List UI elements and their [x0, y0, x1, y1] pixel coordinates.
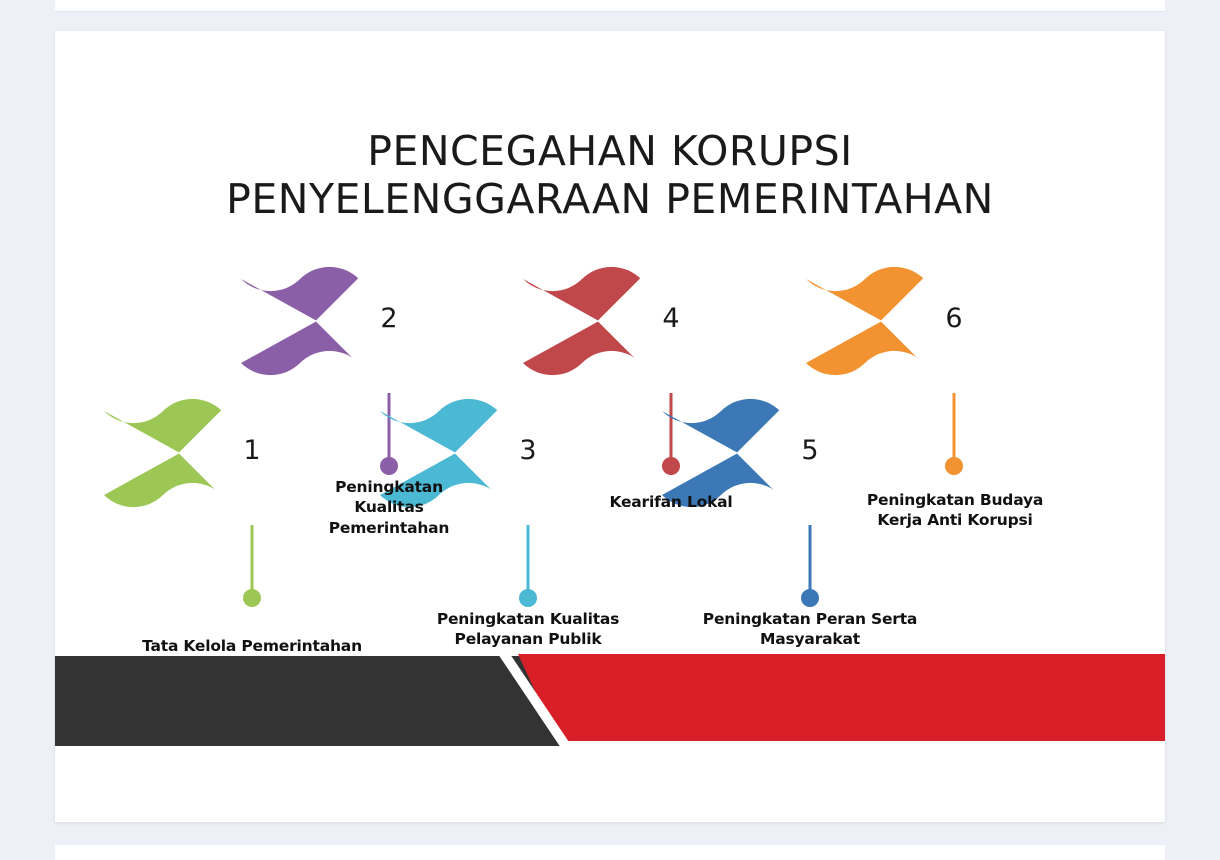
node-4-label: Kearifan Lokal — [609, 493, 733, 511]
node-6-label: Peningkatan Budaya Kerja Anti Korupsi — [866, 491, 1044, 530]
title-line-1: PENCEGAHAN KORUPSI — [367, 127, 853, 175]
footer-bars — [55, 654, 1165, 751]
node-1-shape[interactable] — [104, 379, 326, 607]
node-2-number: 2 — [380, 303, 398, 334]
node-5-label: Peningkatan Peran Serta Masyarakat — [702, 610, 918, 649]
node-2-label: Peningkatan Kualitas Pemerintahan — [328, 478, 450, 537]
node-1-number: 1 — [243, 435, 261, 466]
top-strip-inner — [55, 0, 1165, 12]
node-1-label: Tata Kelola Pemerintahan — [142, 637, 362, 655]
footer-red-bar — [518, 654, 1165, 741]
bottom-strip — [55, 845, 1165, 860]
node-3-number: 3 — [519, 435, 537, 466]
title-line-2: PENYELENGGARAAN PEMERINTAHAN — [226, 175, 994, 224]
node-6-number: 6 — [945, 303, 963, 334]
node-5-number: 5 — [801, 435, 819, 466]
node-3-label: Peningkatan Kualitas Pelayanan Publik — [436, 610, 620, 649]
slide-card — [55, 31, 1165, 822]
node-4-number: 4 — [662, 303, 680, 334]
infographic-svg — [55, 31, 1165, 822]
infographic-stage — [55, 31, 1165, 822]
top-strip — [0, 0, 1220, 12]
footer-dark-bar — [55, 656, 565, 746]
